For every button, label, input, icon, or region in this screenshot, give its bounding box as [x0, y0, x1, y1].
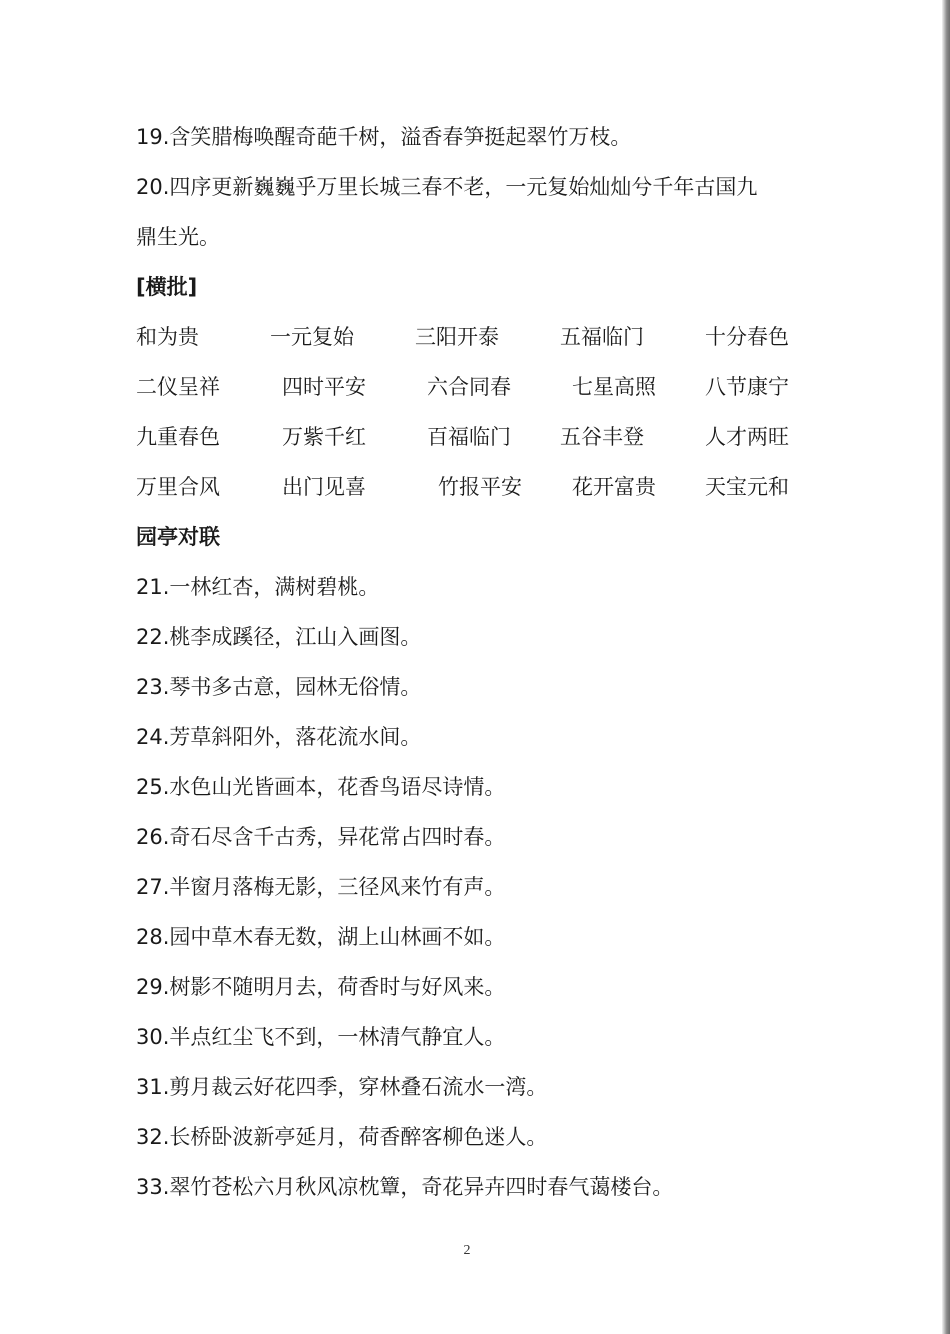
- hengpi-item: 天宝元和: [705, 475, 789, 499]
- hengpi-item: 万里合风: [136, 475, 220, 499]
- couplet-line-20: 20.四序更新巍巍乎万里长城三春不老，一元复始灿灿兮千年古国九: [136, 175, 758, 199]
- couplet-line: 24.芳草斜阳外，落花流水间。: [136, 725, 422, 749]
- hengpi-row: [136, 312, 816, 362]
- garden-couplets-heading: 园亭对联: [136, 525, 220, 549]
- hengpi-row: [136, 412, 816, 462]
- hengpi-item: 竹报平安: [438, 475, 522, 499]
- couplet-line: 31.剪月裁云好花四季，穿林叠石流水一湾。: [136, 1075, 548, 1099]
- couplet-line: 32.长桥卧波新亭延月，荷香醉客柳色迷人。: [136, 1125, 548, 1149]
- couplet-line: 33.翠竹苍松六月秋风凉枕簟，奇花异卉四时春气蔼楼台。: [136, 1175, 674, 1199]
- hengpi-row: [136, 462, 816, 512]
- page-edge-shadow: [942, 0, 950, 1334]
- couplet-line: 27.半窗月落梅无影，三径风来竹有声。: [136, 875, 506, 899]
- couplet-line-20-continued: 鼎生光。: [136, 225, 220, 249]
- hengpi-item: 五谷丰登: [560, 425, 644, 449]
- hengpi-item: 万紫千红: [282, 425, 366, 449]
- hengpi-item: 出门见喜: [282, 475, 366, 499]
- page-number: 2: [463, 1243, 471, 1258]
- hengpi-item: 九重春色: [136, 425, 220, 449]
- hengpi-row: [136, 362, 816, 412]
- couplet-line-19: 19.含笑腊梅唤醒奇葩千树，溢香春笋挺起翠竹万枝。: [136, 125, 632, 149]
- couplet-line: 22.桃李成蹊径，江山入画图。: [136, 625, 422, 649]
- couplet-line: 30.半点红尘飞不到，一林清气静宜人。: [136, 1025, 506, 1049]
- hengpi-item: 七星高照: [572, 375, 656, 399]
- couplet-line: 29.树影不随明月去，荷香时与好风来。: [136, 975, 506, 999]
- hengpi-item: 三阳开泰: [415, 325, 499, 349]
- hengpi-item: 十分春色: [705, 325, 789, 349]
- hengpi-item: 八节康宁: [705, 375, 789, 399]
- hengpi-item: 百福临门: [427, 425, 511, 449]
- couplet-line: 25.水色山光皆画本，花香鸟语尽诗情。: [136, 775, 506, 799]
- couplet-line: 23.琴书多古意，园林无俗情。: [136, 675, 422, 699]
- hengpi-item: 二仪呈祥: [136, 375, 220, 399]
- hengpi-item: 花开富贵: [572, 475, 656, 499]
- hengpi-item: 五福临门: [560, 325, 644, 349]
- hengpi-item: 和为贵: [136, 325, 199, 349]
- hengpi-heading: [横批]: [136, 275, 198, 299]
- couplet-line: 26.奇石尽含千古秀，异花常占四时春。: [136, 825, 506, 849]
- document-body: [136, 112, 816, 1212]
- hengpi-item: 四时平安: [282, 375, 366, 399]
- hengpi-item: 人才两旺: [705, 425, 789, 449]
- hengpi-item: 一元复始: [270, 325, 354, 349]
- couplet-line: 21.一林红杏，满树碧桃。: [136, 575, 380, 599]
- hengpi-item: 六合同春: [427, 375, 511, 399]
- couplet-line: 28.园中草木春无数，湖上山林画不如。: [136, 925, 506, 949]
